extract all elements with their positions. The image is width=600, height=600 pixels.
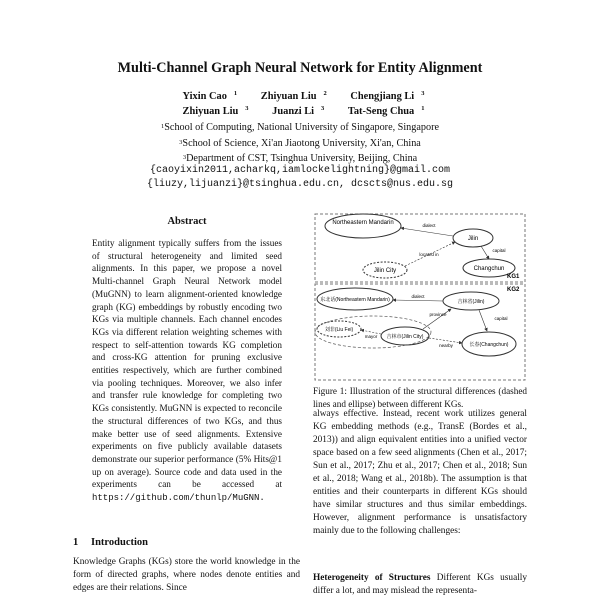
paragraph-text: Different KGs usually differ a lot, and may mislead the representa- xyxy=(313,573,528,596)
edge-label: located in xyxy=(419,252,439,257)
kg1-node xyxy=(325,214,401,238)
author: Zhiyuan Liu $^3$ xyxy=(182,105,249,117)
abstract-body xyxy=(92,237,282,505)
node-label: Northeastern Mandarin xyxy=(332,220,394,226)
section-heading xyxy=(73,537,295,548)
paragraph-lead: Heterogeneity of Structures xyxy=(313,573,431,583)
author: Zhiyuan Liu $^2$ xyxy=(260,90,327,102)
edge-label: province xyxy=(429,312,447,317)
figure-1 xyxy=(313,212,527,382)
intro-body: Knowledge Graphs (KGs) store the world knowledge in the form of directed graphs, where nodes denote entities and edges are their relations. Since xyxy=(73,557,300,593)
section-number: 1 xyxy=(73,537,79,548)
right-column-text: always effective. Instead, recent work utilizes general KG embedding methods (e.g., TransE (Bordes et al., 2013)) and align equivalent entities into a unified vector space based on a few seed alignments (Chen et al., 2017; Sun et al., 2017; Zhu et al., 2017; Chen et al., 2018; Sun et al., 2018; Wang et al., 2018b). The assumption is that entities and their counterparts in different KGs should have similar structures and thus similar embeddings. However, alignment performance is unsatisfactory mainly due to the following challenges: xyxy=(313,409,527,536)
paper-title: Multi-Channel Graph Neural Network for Entity Alignment xyxy=(117,60,483,76)
node-label: 东北话(Northeastern Mandarin) xyxy=(320,297,390,303)
kg2-label: KG2 xyxy=(507,287,520,293)
node-label: Changchun xyxy=(473,266,505,272)
author-line-1 xyxy=(0,91,600,102)
affiliation: $^1$School of Computing, National University of Singapore, Singapore xyxy=(161,122,439,133)
author: Tat-Seng Chua $^1$ xyxy=(347,105,425,117)
edge-label: nearby xyxy=(439,343,453,348)
edge-label: capital xyxy=(492,248,506,253)
edge-label: mayor xyxy=(364,334,378,339)
right-column-paragraph xyxy=(313,572,527,598)
node-label: Jilin xyxy=(467,236,479,242)
node-label: 吉林市(Jilin City) xyxy=(386,334,424,340)
edge xyxy=(479,310,487,331)
edge-label: capital xyxy=(494,316,508,321)
author: Juanzi Li $^3$ xyxy=(272,105,325,117)
edge xyxy=(401,228,453,236)
node-label: Jilin City xyxy=(373,268,397,274)
affiliation: $^3$School of Science, Xi'an Jiaotong University, Xi'an, China xyxy=(179,137,421,149)
edge-label: dialect xyxy=(422,223,436,228)
edge-label: dialect xyxy=(411,294,425,299)
abstract-text: Entity alignment typically suffers from the issues of structural heterogeneity and limited seed alignments. In this paper, we propose a novel Multi-channel Graph Neural Network model (MuGNN) to learn alignment-oriented knowledge graph (KG) embeddings by robustly encoding two KGs via multiple channels. Each channel encodes KGs via different relation weighting schemes with respect to self-attention towards KG completion and cross-KG attention for pruning exclusive entities respectively, which are further combined via pooling techniques. Moreover, we also infer and transfer rule knowledge for completing two KGs consistently. MuGNN is expected to reconcile the structural differences of two KGs, and thus make better use of seed alignments. Extensive experiments on five publicly available datasets demonstrate our superior performance (5% Hits@1 up on average). Source code and data used in the experiments can be accessed at xyxy=(92,238,282,490)
edge xyxy=(393,300,443,301)
code-url-link[interactable]: https://github.com/thunlp/MuGNN. xyxy=(92,493,265,504)
author: Yixin Cao $^1$ xyxy=(182,90,238,102)
kg1-label: KG1 xyxy=(507,274,520,280)
author-line-2 xyxy=(0,106,600,117)
figure-caption: Figure 1: Illustration of the structural differences (dashed lines and ellipse) between different KGs. xyxy=(313,386,527,409)
kg-diagram xyxy=(313,212,527,382)
node-label: 刘非(Liu Fei) xyxy=(324,327,354,333)
edge xyxy=(481,246,489,259)
node-label: 吉林省(Jilin) xyxy=(457,299,485,305)
section-title: Introduction xyxy=(91,537,148,548)
abstract-heading: Abstract xyxy=(167,216,207,227)
node-label: 长春(Changchun) xyxy=(469,342,509,348)
author: Chengjiang Li $^3$ xyxy=(350,90,425,102)
affiliations xyxy=(0,120,600,167)
email-line-1: {caoyixin2011,acharkq,iamlockelightning}@gmail.com xyxy=(149,165,451,176)
affiliation: $^3$Department of CST, Tsinghua University, Beijing, China xyxy=(182,153,418,164)
email-line-2: {liuzy,lijuanzi}@tsinghua.edu.cn, dcscts@nus.edu.sg xyxy=(146,179,454,190)
